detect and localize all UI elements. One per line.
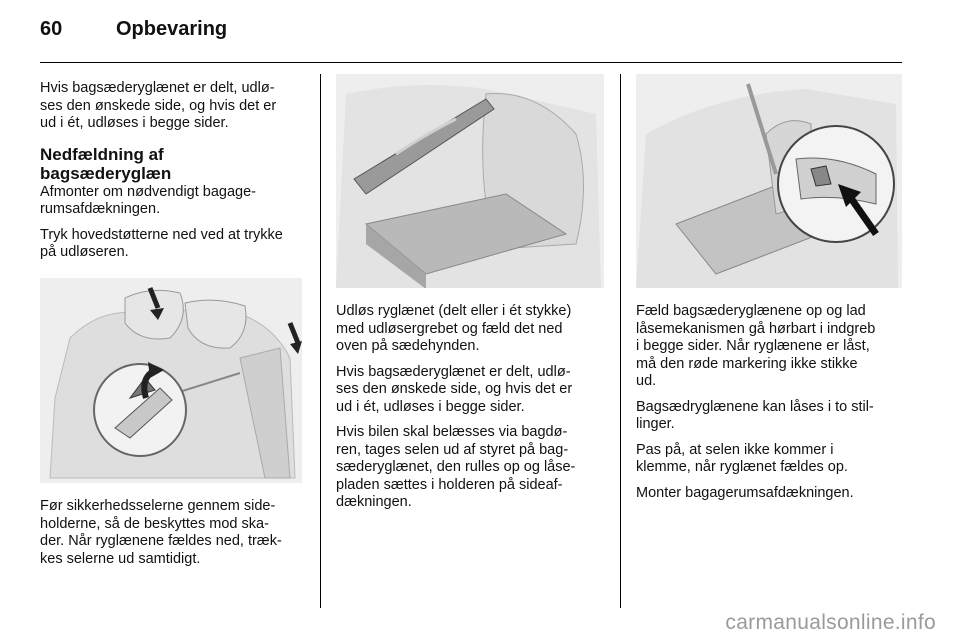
col3-paragraph-4: Monter bagagerumsafdækningen. [636, 484, 854, 501]
column-divider-1 [320, 74, 321, 608]
watermark: carmanualsonline.info [725, 611, 936, 634]
column-2 [336, 303, 616, 520]
section-heading: Nedfældning af bagsæderyglæn [40, 144, 172, 183]
col3-paragraph-2: Bagsædryglænene kan låses i to stil- linger. [636, 398, 874, 432]
col3-paragraph-1: Fæld bagsæderyglænene op og lad låsemekanismen gå hørbart i indgreb i begge sider. Når ryglænene er låst, må den røde markering ikke stikke ud. [636, 303, 876, 389]
header-rule [40, 62, 902, 63]
headrest-release-illustration [40, 278, 302, 483]
lock-mechanism-drawing [636, 74, 902, 288]
column-1 [40, 80, 310, 270]
column-1-bottom [40, 498, 310, 576]
page-number: 60 [40, 18, 63, 40]
col2-paragraph-1: Udløs ryglænet (delt eller i ét stykke) med udløsergrebet og fæld det ned oven på sædehynden. [336, 303, 572, 354]
col3-paragraph-3: Pas på, at selen ikke kommer i klemme, når ryglænet fældes op. [636, 441, 848, 475]
col2-paragraph-3: Hvis bilen skal belæsses via bagdø- ren, tages selen ud af styret på bag- sæderyglænet, den rulles op og låse- pladen sættes i holderen på sideaf- dækningen. [336, 424, 576, 510]
col1-paragraph-4: Før sikkerhedsselerne gennem side- holderne, så de beskyttes mod ska- der. Når ryglænene fældes ned, træk- kes selerne ud samtidigt. [40, 498, 282, 567]
page-title: Opbevaring [116, 18, 228, 40]
seatback-fold-drawing [336, 74, 604, 288]
lock-mechanism-illustration [636, 74, 902, 288]
column-3 [636, 303, 908, 510]
column-divider-2 [620, 74, 621, 608]
headrest-release-drawing [40, 278, 302, 483]
col2-paragraph-2: Hvis bagsæderyglænet er delt, udlø- ses den ønskede side, og hvis det er ud i ét, udløses i begge sider. [336, 363, 573, 415]
col1-paragraph-1: Hvis bagsæderyglænet er delt, udlø- ses den ønskede side, og hvis det er ud i ét, udløses i begge sider. [40, 80, 277, 131]
col1-paragraph-2: Afmonter om nødvendigt bagage- rumsafdækningen. [40, 183, 257, 217]
col1-paragraph-3: Tryk hovedstøtterne ned ved at trykke på udløseren. [40, 226, 283, 260]
seatback-fold-illustration [336, 74, 604, 288]
